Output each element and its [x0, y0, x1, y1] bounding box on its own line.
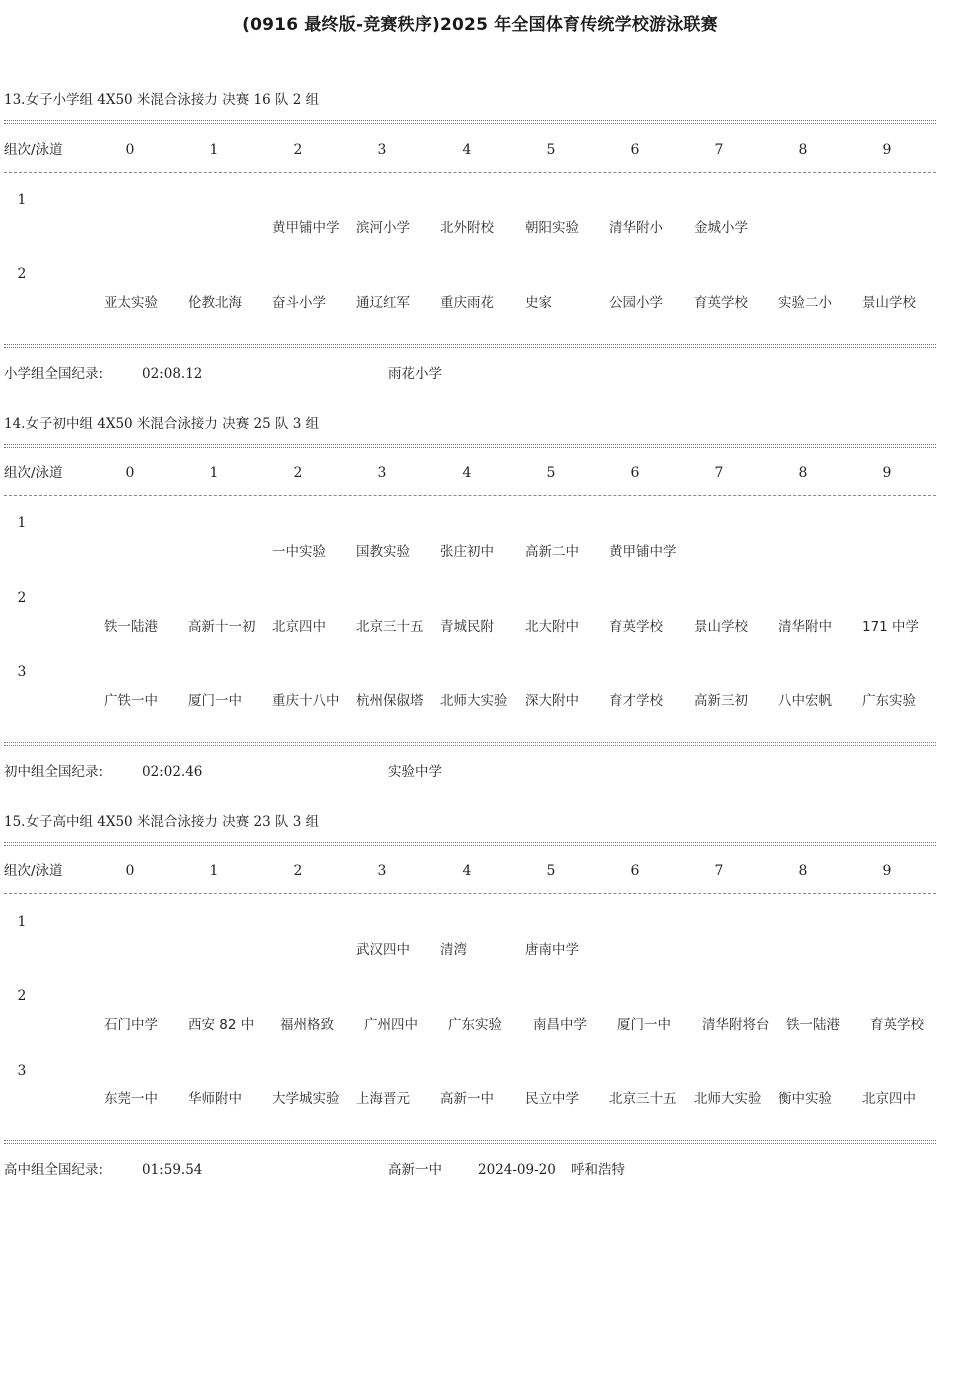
heat-number: 2: [17, 266, 27, 282]
lane-team: 重庆雨花: [440, 295, 494, 311]
lane-team: 滨河小学: [356, 220, 410, 236]
double-rule-divider: [4, 120, 936, 130]
lane-team: 育英学校: [694, 295, 748, 311]
lane-team: 东莞一中: [104, 1091, 158, 1107]
lane-team: 通辽红军: [356, 295, 410, 311]
single-rule-divider: [4, 172, 936, 180]
lane-header-5: 5: [546, 142, 556, 158]
lane-team: 育英学校: [870, 1017, 924, 1033]
record-date: 2024-09-20: [478, 1162, 556, 1178]
heat-number: 1: [17, 192, 27, 208]
double-rule-divider: [4, 842, 936, 852]
double-rule-divider: [4, 1140, 936, 1150]
record-time: 01:59.54: [142, 1162, 203, 1178]
lane-team: 厦门一中: [188, 693, 242, 709]
document-title: (0916 最终版-竞赛秩序)2025 年全国体育传统学校游泳联赛: [242, 15, 718, 35]
lane-header-1: 1: [209, 465, 219, 481]
lane-team: 华师附中: [188, 1091, 242, 1107]
lane-header-1: 1: [209, 863, 219, 879]
record-label: 高中组全国纪录:: [4, 1162, 104, 1178]
heat-number: 2: [17, 988, 27, 1004]
lane-header-5: 5: [546, 863, 556, 879]
lane-team: 广东实验: [862, 693, 916, 709]
lane-header-7: 7: [714, 863, 724, 879]
lane-team: 育英学校: [609, 619, 663, 635]
lane-header-9: 9: [882, 142, 892, 158]
single-rule-divider: [4, 495, 936, 503]
lane-team: 景山学校: [694, 619, 748, 635]
record-holder: 高新一中: [388, 1162, 442, 1178]
lane-team: 国教实验: [356, 544, 410, 560]
lane-team: 八中宏帆: [778, 693, 832, 709]
lane-header-3: 3: [377, 863, 387, 879]
lane-header-9: 9: [882, 863, 892, 879]
lane-team: 北外附校: [440, 220, 494, 236]
event-heading: 14.女子初中组 4X50 米混合泳接力 决赛 25 队 3 组: [4, 416, 320, 432]
lane-team: 大学城实验: [272, 1091, 340, 1107]
lane-team: 重庆十八中: [272, 693, 340, 709]
lane-team: 清湾: [440, 942, 467, 958]
lane-team: 高新一中: [440, 1091, 494, 1107]
lane-team: 育才学校: [609, 693, 663, 709]
lane-header-9: 9: [882, 465, 892, 481]
lane-header-6: 6: [630, 142, 640, 158]
lane-header-6: 6: [630, 863, 640, 879]
heat-number: 1: [17, 515, 27, 531]
lane-team: 北京三十五: [356, 619, 424, 635]
lane-team: 公园小学: [609, 295, 663, 311]
lane-header-3: 3: [377, 142, 387, 158]
lane-team: 上海晋元: [356, 1091, 410, 1107]
lane-team: 景山学校: [862, 295, 916, 311]
lane-team: 广州四中: [364, 1017, 418, 1033]
lane-team: 厦门一中: [617, 1017, 671, 1033]
double-rule-divider: [4, 742, 936, 752]
lane-header-6: 6: [630, 465, 640, 481]
lane-team: 黄甲铺中学: [609, 544, 677, 560]
lane-header-1: 1: [209, 142, 219, 158]
lane-team: 北京四中: [862, 1091, 916, 1107]
lane-header-0: 0: [125, 465, 135, 481]
group-lane-label: 组次/泳道: [4, 142, 63, 158]
lane-team: 广东实验: [448, 1017, 502, 1033]
lane-team: 石门中学: [104, 1017, 158, 1033]
lane-team: 青城民附: [440, 619, 494, 635]
lane-team: 高新十一初: [188, 619, 256, 635]
lane-team: 张庄初中: [440, 544, 494, 560]
lane-header-2: 2: [293, 465, 303, 481]
double-rule-divider: [4, 444, 936, 454]
lane-team: 伦教北海: [188, 295, 242, 311]
lane-team: 北大附中: [525, 619, 579, 635]
lane-team: 北京四中: [272, 619, 326, 635]
lane-header-2: 2: [293, 863, 303, 879]
record-label: 小学组全国纪录:: [4, 366, 104, 382]
lane-team: 171 中学: [862, 619, 920, 635]
heat-number: 1: [17, 914, 27, 930]
lane-team: 铁一陆港: [786, 1017, 840, 1033]
lane-header-8: 8: [798, 465, 808, 481]
record-holder: 雨花小学: [388, 366, 442, 382]
lane-header-2: 2: [293, 142, 303, 158]
lane-header-7: 7: [714, 465, 724, 481]
lane-team: 杭州保俶塔: [356, 693, 424, 709]
lane-team: 一中实验: [272, 544, 326, 560]
lane-team: 清华附中: [778, 619, 832, 635]
lane-team: 高新三初: [694, 693, 748, 709]
lane-team: 广铁一中: [104, 693, 158, 709]
group-lane-label: 组次/泳道: [4, 465, 63, 481]
lane-team: 史家: [525, 295, 552, 311]
event-heading: 15.女子高中组 4X50 米混合泳接力 决赛 23 队 3 组: [4, 814, 320, 830]
heat-number: 2: [17, 590, 27, 606]
lane-team: 奋斗小学: [272, 295, 326, 311]
lane-team: 南昌中学: [533, 1017, 587, 1033]
lane-team: 福州格致: [280, 1017, 334, 1033]
event-heading: 13.女子小学组 4X50 米混合泳接力 决赛 16 队 2 组: [4, 92, 320, 108]
group-lane-label: 组次/泳道: [4, 863, 63, 879]
lane-header-4: 4: [462, 142, 472, 158]
lane-team: 北京三十五: [609, 1091, 677, 1107]
lane-header-4: 4: [462, 863, 472, 879]
lane-team: 北师大实验: [694, 1091, 762, 1107]
record-time: 02:08.12: [142, 366, 203, 382]
lane-team: 亚太实验: [104, 295, 158, 311]
lane-team: 深大附中: [525, 693, 579, 709]
lane-team: 北师大实验: [440, 693, 508, 709]
single-rule-divider: [4, 893, 936, 901]
lane-team: 朝阳实验: [525, 220, 579, 236]
lane-header-5: 5: [546, 465, 556, 481]
lane-team: 清华附将台: [702, 1017, 770, 1033]
lane-team: 西安 82 中: [188, 1017, 255, 1033]
lane-team: 高新二中: [525, 544, 579, 560]
heat-number: 3: [17, 664, 27, 680]
record-label: 初中组全国纪录:: [4, 764, 104, 780]
lane-team: 民立中学: [525, 1091, 579, 1107]
double-rule-divider: [4, 344, 936, 354]
lane-header-8: 8: [798, 863, 808, 879]
lane-team: 衡中实验: [778, 1091, 832, 1107]
lane-team: 武汉四中: [356, 942, 410, 958]
heat-number: 3: [17, 1063, 27, 1079]
record-place: 呼和浩特: [571, 1162, 625, 1178]
lane-header-0: 0: [125, 863, 135, 879]
lane-header-0: 0: [125, 142, 135, 158]
record-time: 02:02.46: [142, 764, 203, 780]
lane-header-4: 4: [462, 465, 472, 481]
lane-team: 黄甲铺中学: [272, 220, 340, 236]
lane-team: 铁一陆港: [104, 619, 158, 635]
lane-team: 清华附小: [609, 220, 663, 236]
lane-header-7: 7: [714, 142, 724, 158]
lane-team: 金城小学: [694, 220, 748, 236]
lane-header-3: 3: [377, 465, 387, 481]
lane-header-8: 8: [798, 142, 808, 158]
lane-team: 唐南中学: [525, 942, 579, 958]
lane-team: 实验二小: [778, 295, 832, 311]
record-holder: 实验中学: [388, 764, 442, 780]
